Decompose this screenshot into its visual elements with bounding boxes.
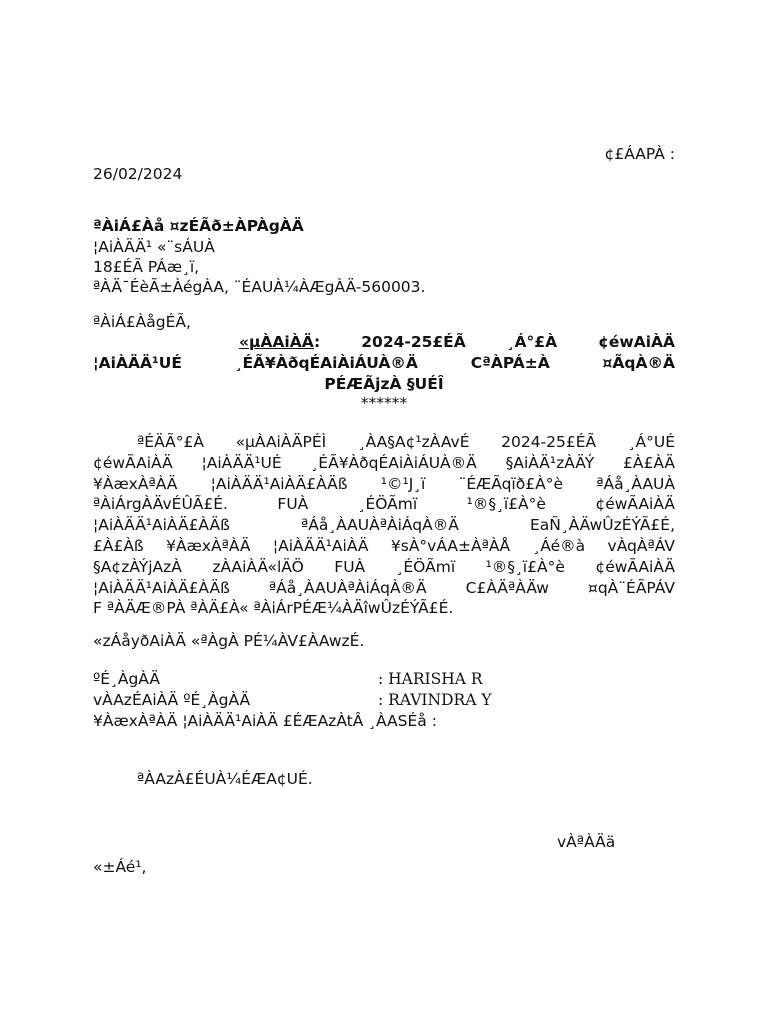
subject-line-3: PÉÆÃjzÀ §UÉÎ (324, 375, 444, 393)
recipient-address-line: 18£ÉÃ PÁæ¸ï, (93, 258, 200, 276)
recipient-department: ¦AiÀÄÄ¹ «¨sÁUÀ (93, 238, 215, 256)
detail-label-register-number: ¥ÀæxÀªÀÄ ¦AiÀÄÄ¹AiÀÄ £ÉÆAzÀtÂ ¸ÀASÉå : (93, 712, 437, 730)
recipient-title: ªÀiÁ£Àå ¤zÉÃð±ÀPÀgÀÄ (93, 217, 304, 235)
letter-page (93, 0, 675, 1024)
body-line: ¢éwÃAiÀÄ ¦AiÀÄÄ¹UÉ ¸ÉÃ¥ÀðqÉAiÀiÁUÀ®Ä §AiÀÄ¹zÀÄÝ £À£ÀÄ (93, 453, 675, 472)
recipient-city-line: ªÀÄ¯ÉèÃ±ÀégÀA, ¨ÉAUÀ¼ÀÆgÀÄ-560003. (93, 278, 426, 296)
detail-value-father-name: : RAVINDRA Y (378, 691, 492, 709)
detail-value-name: : HARISHA R (378, 670, 483, 688)
subject-block (93, 332, 675, 411)
subject-colon: : (314, 333, 321, 351)
date-value: 26/02/2024 (93, 165, 183, 183)
body-line: ªÉÄÃ°£À «µÀAiÀÄPÉÌ ¸ÀA§A¢¹zÀAvÉ 2024-25£ÉÃ ¸Á°UÉ (137, 433, 675, 451)
closing-line: «zÁåyðAiÀÄ «ªÀgÀ PÉ¼ÀV£ÀAwzÉ. (93, 632, 365, 650)
signoff-yours: vÀªÀÄä (557, 833, 616, 851)
detail-label-name: ºÉ¸ÀgÀÄ (93, 670, 160, 688)
date-label: ¢£ÁAPÀ : (604, 145, 675, 163)
signoff-faithfully: «±Áé¹, (93, 858, 147, 876)
body-line: ¥ÀæxÀªÀÄ ¦AiÀÄÄ¹AiÀÄ£ÀÄß ¹©¹J¸ï ¨ÉÆÃqïð£À°è ªÁå¸ÀAUÀ (93, 474, 675, 493)
subject-line-1-text: 2024-25£ÉÃ ¸Á°£À ¢éwAiÀÄ (361, 333, 675, 351)
salutation: ªÀiÁ£ÀågÉÃ, (93, 313, 191, 331)
body-line: ¦AiÀÄÄ¹AiÀÄ£ÀÄß ªÁå¸ÀAUÀªÀiÁqÀ®Ä EaÑ¸ÀÄwÛzÉÝÃ£É, (93, 516, 675, 535)
subject-stars: ****** (360, 394, 408, 412)
body-line: £À£Àß ¥ÀæxÀªÀÄ ¦AiÀÄÄ¹AiÀÄ ¥sÀ°vÁA±ÀªÀÅ ¸Áé®à vÀqÀªÁV (93, 536, 675, 555)
subject-line-1 (93, 332, 675, 353)
subject-label: «µÀAiÀÄ (239, 333, 315, 351)
thanks-line: ªÀAzÀ£ÉUÀ¼ÉÆA¢UÉ. (137, 770, 313, 788)
body-line: §A¢zÀÝjAzÀ zÀAiÀÄ«lÄÖ FUÀ ¸ÉÖÃmï ¹®§¸ï£À°è ¢éwÃAiÀÄ (93, 557, 675, 576)
detail-label-father-name: vÀAzÉAiÀÄ ºÉ¸ÀgÀÄ (93, 691, 251, 709)
body-paragraph (93, 432, 675, 619)
subject-line-2: ¦AiÀÄÄ¹UÉ ¸ÉÃ¥ÀðqÉAiÀiÁUÀ®Ä CªÀPÁ±À ¤ÃqÀ®Ä (93, 354, 675, 372)
body-line: ¦AiÀÄÄ¹AiÀÄ£ÀÄß ªÁå¸ÀAUÀªÀiÁqÀ®Ä C£ÀÄªÀÄw ¤qÀ¨ÉÃPÁV (93, 578, 675, 597)
body-line: ªÀiÁrgÀÄvÉÛÃ£É. FUÀ ¸ÉÖÃmï ¹®§¸ï£À°è ¢éwÃAiÀÄ (93, 495, 675, 514)
body-line: F ªÀÄÆ®PÀ ªÀÄ£À« ªÀiÁrPÉÆ¼ÀÄîwÛzÉÝÃ£É. (93, 599, 454, 618)
